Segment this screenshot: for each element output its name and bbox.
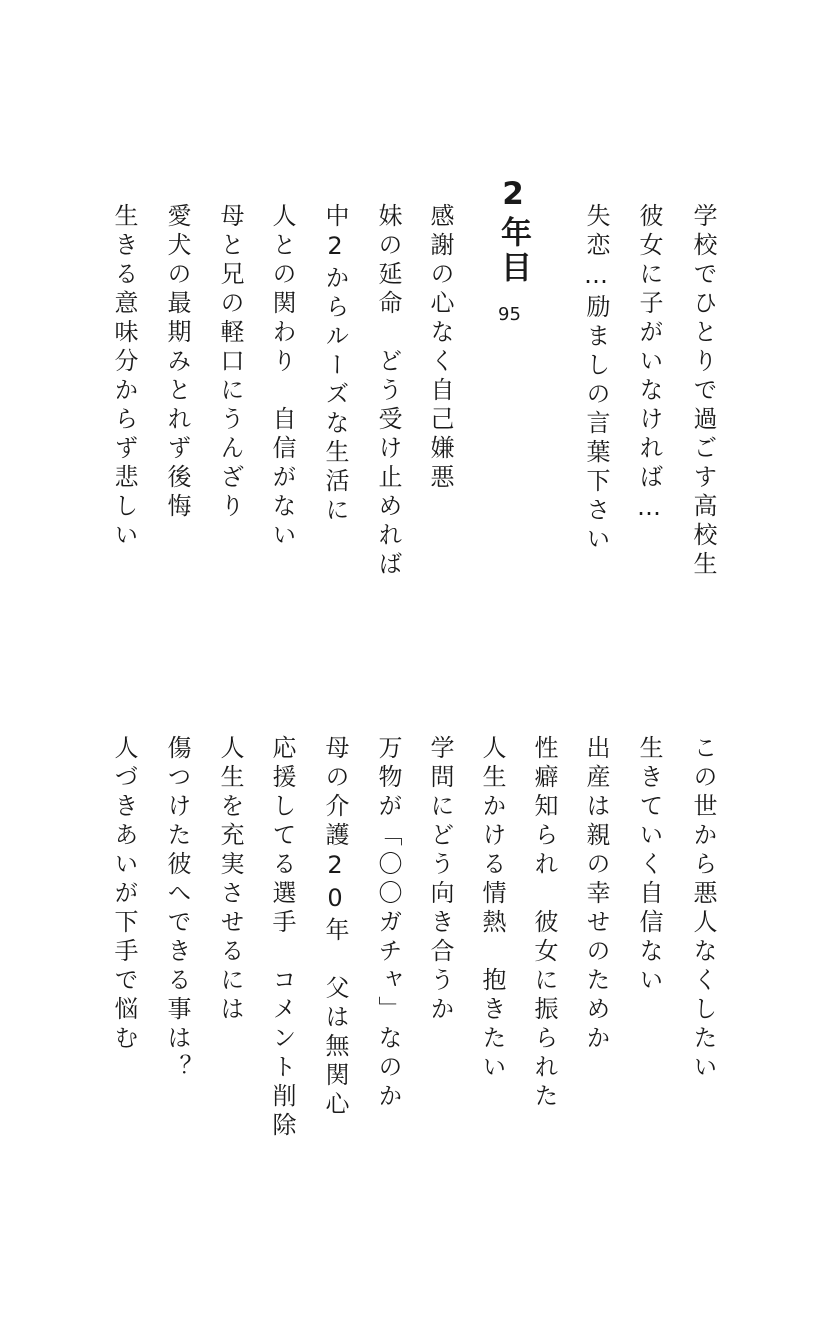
upper-left-item-3: 中2からルーズな生活に xyxy=(321,203,349,526)
upper-left-item-1: 感謝の心なく自己嫌悪 xyxy=(426,203,454,493)
lower-item-2: 生きていく自信ない xyxy=(635,735,663,996)
upper-right-item-2: 彼女に子がいなければ… xyxy=(635,203,663,526)
lower-item-1: この世から悪人なくしたい xyxy=(689,735,717,1083)
upper-left-item-6: 愛犬の最期みとれず後悔 xyxy=(163,203,191,522)
lower-item-4: 性癖知られ 彼女に振られた xyxy=(530,735,558,1112)
lower-item-8: 母の介護20年 父は無関心 xyxy=(321,735,349,1120)
lower-item-10: 人生を充実させるには xyxy=(216,735,244,1025)
lower-item-6: 学問にどう向き合うか xyxy=(426,735,454,1025)
page-number: 95 xyxy=(498,304,521,325)
upper-right-item-3: 失恋…励ましの言葉下さい xyxy=(582,203,610,555)
lower-item-11: 傷つけた彼へできる事は？ xyxy=(163,735,191,1083)
upper-left-item-2: 妹の延命 どう受け止めれば xyxy=(374,203,402,580)
lower-item-12: 人づきあいが下手で悩む xyxy=(110,735,138,1054)
upper-left-item-7: 生きる意味分からず悲しい xyxy=(110,203,138,551)
lower-item-9: 応援してる選手 コメント削除 xyxy=(268,735,296,1141)
lower-item-7: 万物が「〇〇ガチャ」なのか xyxy=(374,735,402,1112)
section-heading: 2年目 xyxy=(495,176,531,286)
lower-item-5: 人生かける情熱 抱きたい xyxy=(478,735,506,1083)
upper-right-item-1: 学校でひとりで過ごす高校生 xyxy=(689,203,717,580)
upper-left-item-4: 人との関わり 自信がない xyxy=(268,203,296,551)
lower-item-3: 出産は親の幸せのためか xyxy=(582,735,610,1054)
upper-left-item-5: 母と兄の軽口にうんざり xyxy=(216,203,244,522)
